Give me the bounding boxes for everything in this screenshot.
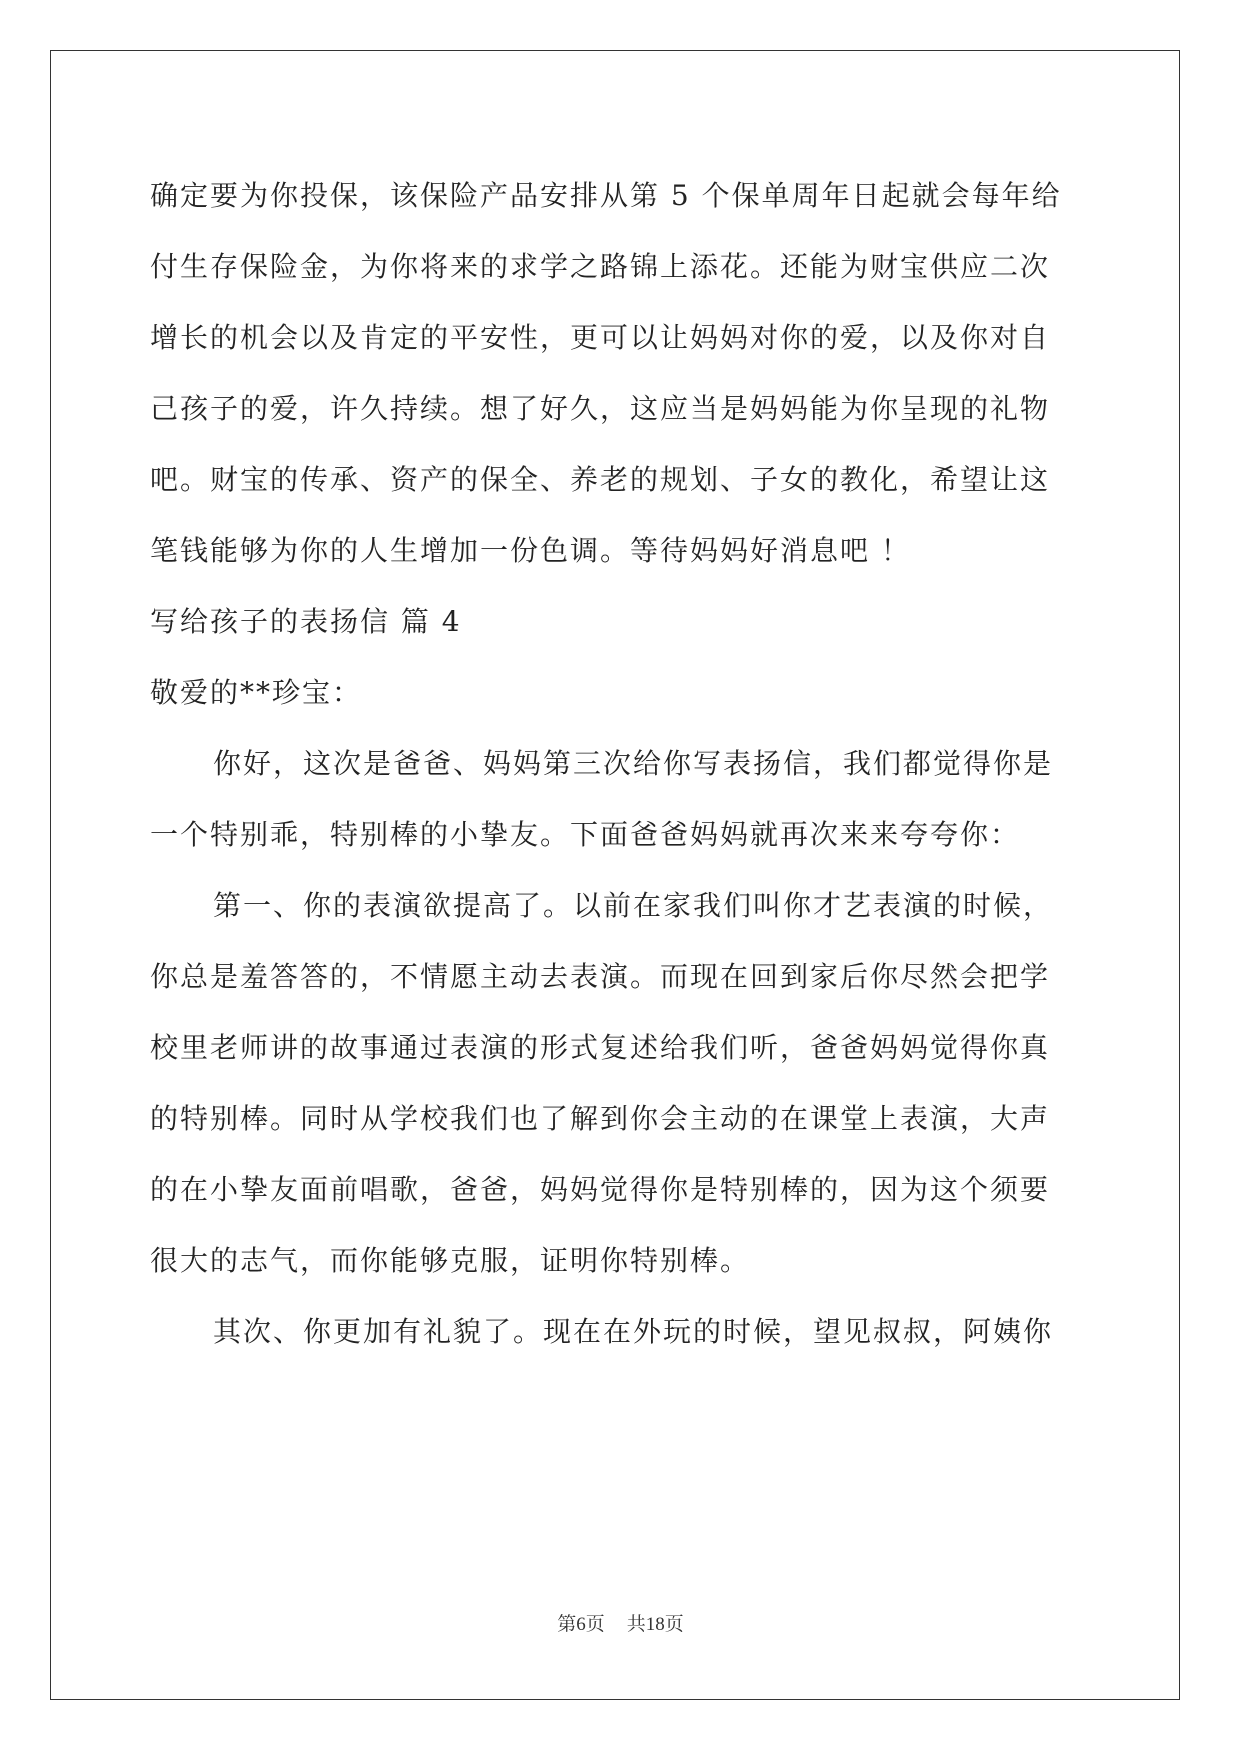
page-mid: 页 — [585, 1613, 605, 1635]
page-prefix: 第 — [557, 1613, 577, 1635]
text-line: 你好，这次是爸爸、妈妈第三次给你写表扬信，我们都觉得你是 — [213, 747, 1054, 780]
text-line: 校里老师讲的故事通过表演的形式复述给我们听，爸爸妈妈觉得你真 — [150, 1031, 1051, 1064]
page-total: 18 — [645, 1614, 665, 1635]
text-line: 付生存保险金，为你将来的求学之路锦上添花。还能为财宝供应二次 — [150, 250, 1051, 283]
text-line: 其次、你更加有礼貌了。现在在外玩的时候，望见叔叔，阿姨你 — [213, 1315, 1054, 1348]
text-line: 很大的志气，而你能够克服，证明你特别棒。 — [150, 1244, 751, 1277]
total-prefix: 共 — [626, 1613, 646, 1635]
text-line: 你总是羞答答的，不情愿主动去表演。而现在回到家后你尽然会把学 — [150, 960, 1051, 993]
text-line: 一个特别乖，特别棒的小挚友。下面爸爸妈妈就再次来来夸夸你： — [150, 818, 1021, 851]
page-footer — [0, 1612, 1241, 1637]
section-heading: 写给孩子的表扬信 篇 4 — [150, 605, 462, 638]
text-line: 吧。财宝的传承、资产的保全、养老的规划、子女的教化，希望让这 — [150, 463, 1051, 496]
page-current: 6 — [576, 1614, 586, 1635]
salutation: 敬爱的**珍宝： — [150, 676, 363, 709]
text-line: 己孩子的爱，许久持续。想了好久，这应当是妈妈能为你呈现的礼物 — [150, 392, 1051, 425]
total-suffix: 页 — [664, 1613, 684, 1635]
text-line: 确定要为你投保，该保险产品安排从第 5 个保单周年日起就会每年给 — [150, 179, 1062, 212]
text-line: 增长的机会以及肯定的平安性，更可以让妈妈对你的爱，以及你对自 — [150, 321, 1051, 354]
document-body — [150, 160, 1090, 1367]
text-line: 第一、你的表演欲提高了。以前在家我们叫你才艺表演的时候， — [213, 889, 1054, 922]
text-line: 的在小挚友面前唱歌，爸爸，妈妈觉得你是特别棒的，因为这个须要 — [150, 1173, 1051, 1206]
text-line: 的特别棒。同时从学校我们也了解到你会主动的在课堂上表演，大声 — [150, 1102, 1051, 1135]
text-line: 笔钱能够为你的人生增加一份色调。等待妈妈好消息吧 ！ — [150, 534, 911, 567]
